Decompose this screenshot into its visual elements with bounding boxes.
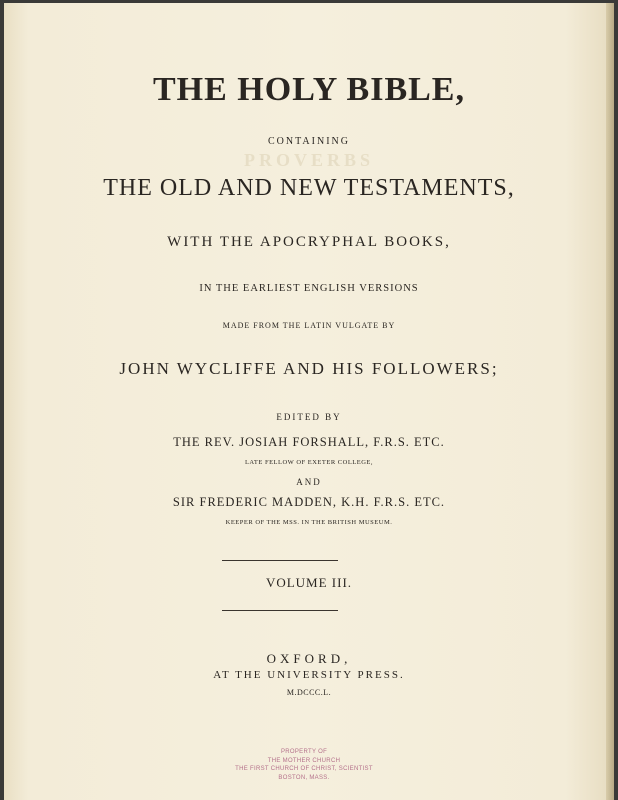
volume-label: VOLUME III.: [265, 575, 353, 590]
testaments-heading: THE OLD AND NEW TESTAMENTS,: [103, 175, 515, 201]
editor-2-name: SIR FREDERIC MADDEN, K.H. F.R.S. ETC.: [172, 495, 446, 509]
imprint-press: AT THE UNIVERSITY PRESS.: [213, 669, 405, 681]
stamp-line: BOSTON, MASS.: [278, 774, 330, 781]
imprint-year: M.DCCC.L.: [286, 688, 332, 697]
ownership-stamp: [4, 748, 604, 782]
and-label: AND: [296, 477, 322, 487]
stamp-line: PROPERTY OF: [280, 749, 328, 755]
earliest-versions-line: IN THE EARLIEST ENGLISH VERSIONS: [199, 283, 419, 294]
divider-top: [222, 560, 338, 561]
imprint-place: OXFORD,: [266, 651, 352, 666]
stamp-line: THE MOTHER CHURCH: [267, 757, 341, 764]
stamp-line: THE FIRST CHURCH OF CHRIST, SCIENTIST: [235, 766, 373, 772]
authors-heading: JOHN WYCLIFFE AND HIS FOLLOWERS;: [119, 359, 499, 378]
apocryphal-line: WITH THE APOCRYPHAL BOOKS,: [167, 234, 451, 250]
divider-bottom: [222, 610, 338, 611]
containing-label: CONTAINING: [268, 136, 350, 147]
editor-1-note: LATE FELLOW OF EXETER COLLEGE,: [244, 459, 374, 466]
vulgate-line: MADE FROM THE LATIN VULGATE BY: [222, 321, 396, 330]
editor-1-name: THE REV. JOSIAH FORSHALL, F.R.S. ETC.: [173, 435, 445, 449]
title-page: [4, 3, 614, 800]
editor-2-note: KEEPER OF THE MSS. IN THE BRITISH MUSEUM.: [225, 519, 393, 526]
bleed-through-text: PROVERBS: [243, 150, 374, 170]
edited-by-label: EDITED BY: [276, 412, 342, 422]
book-title: THE HOLY BIBLE,: [153, 71, 465, 108]
